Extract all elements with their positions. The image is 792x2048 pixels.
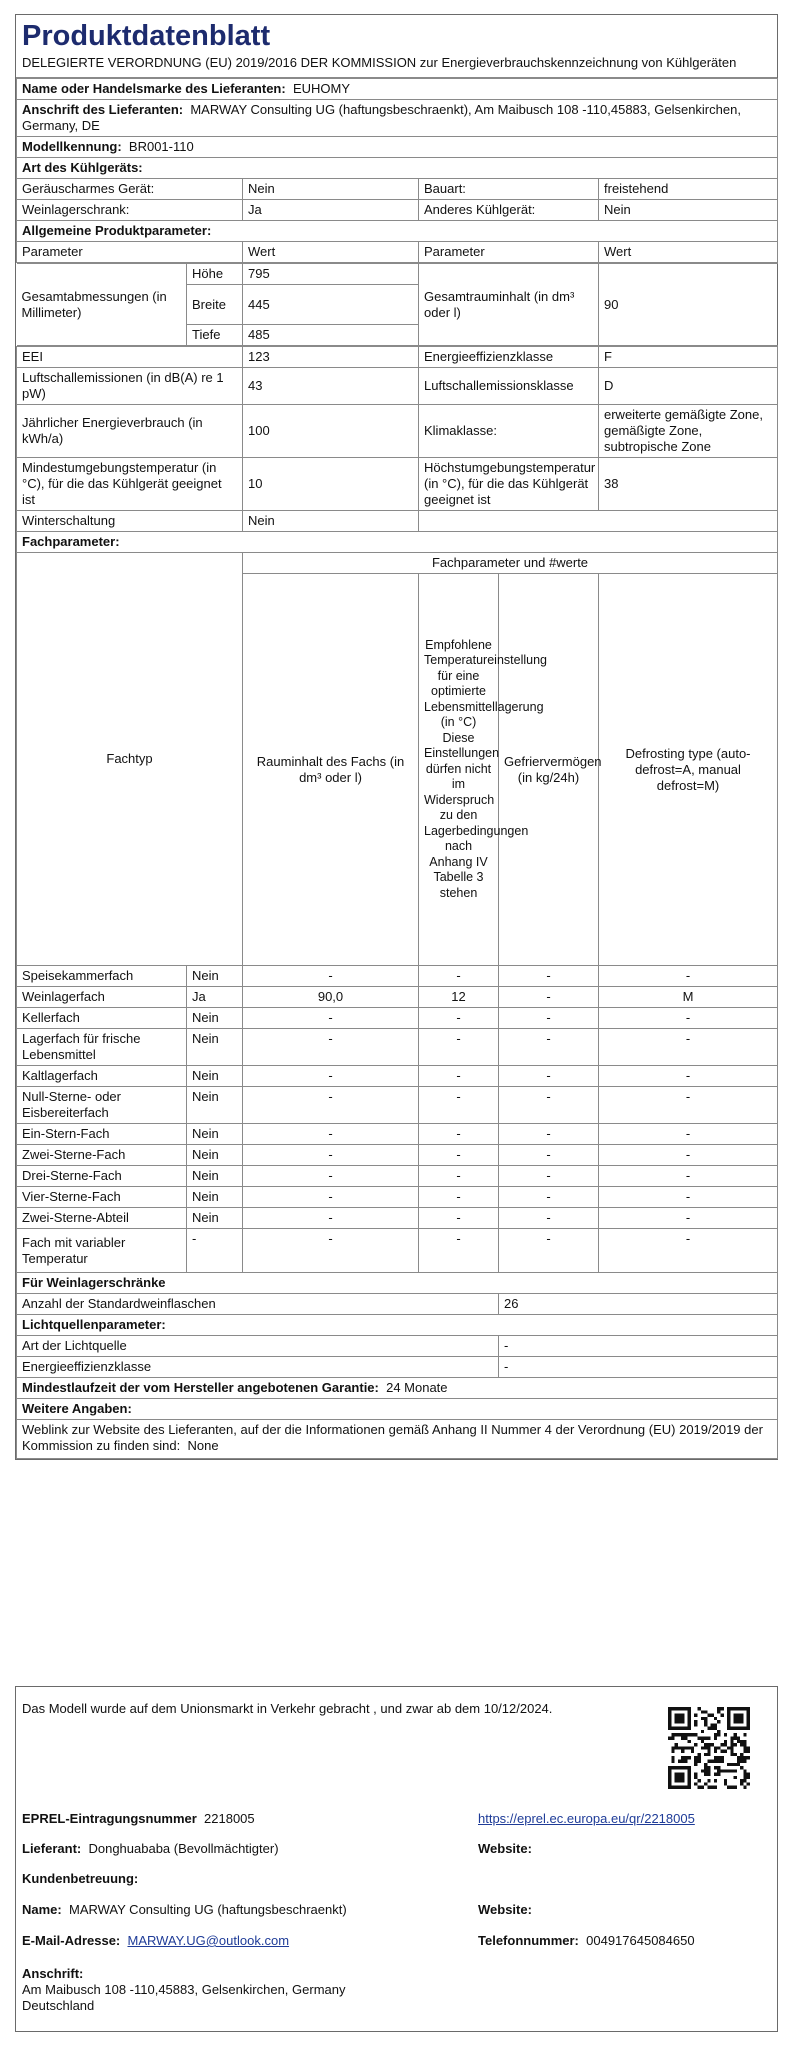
eei-label: EEI [17,347,243,368]
depth-value: 485 [243,325,419,346]
compartment-volume: - [243,1208,419,1229]
volume-col-header: Rauminhalt des Fachs (in dm³ oder l) [243,574,419,966]
depth-label: Tiefe [187,325,243,346]
model-row [17,137,778,158]
compartment-present: Nein [187,966,243,987]
width-label: Breite [187,285,243,325]
compartment-volume: - [243,1008,419,1029]
annual-energy-label: Jährlicher Energieverbrauch (in kWh/a) [17,405,243,458]
dimensions-label: Gesamtabmessungen (in Millimeter) [17,264,187,346]
compartment-defrost: - [599,1229,778,1273]
compartment-temp: - [419,1187,499,1208]
compartment-name: Speisekammerfach [17,966,187,987]
compartment-row [17,1124,778,1145]
compartment-present: Nein [187,1008,243,1029]
compartment-present: Nein [187,1124,243,1145]
compartment-present: Nein [187,1166,243,1187]
general-block [17,263,778,347]
wine-row [17,1294,778,1315]
more-section-heading: Weitere Angaben: [17,1399,778,1420]
compartment-temp: 12 [419,987,499,1008]
compartment-freeze: - [499,1145,599,1166]
compartment-defrost: - [599,1008,778,1029]
light-class-value: - [499,1357,778,1378]
compartment-volume: - [243,1124,419,1145]
compartment-name: Kaltlagerfach [17,1066,187,1087]
compartment-name: Drei-Sterne-Fach [17,1166,187,1187]
light-type-label: Art der Lichtquelle [17,1336,499,1357]
compartment-temp: - [419,1029,499,1066]
compartment-defrost: M [599,987,778,1008]
energy-class-value: F [599,347,778,368]
compartment-temp: - [419,1166,499,1187]
compartment-freeze: - [499,1066,599,1087]
compartment-name: Ein-Stern-Fach [17,1124,187,1145]
climate-class-label: Klimaklasse: [419,405,599,458]
compartment-defrost: - [599,966,778,987]
product-data-sheet [15,14,778,1460]
min-temp-value: 10 [243,458,419,511]
compartment-volume: - [243,1087,419,1124]
compartment-defrost: - [599,1166,778,1187]
compartment-temp: - [419,1066,499,1087]
compartment-temp: - [419,966,499,987]
compartment-present: Ja [187,987,243,1008]
compartment-temp: - [419,1087,499,1124]
website2-label: Website: [478,1902,532,1917]
light-class-label: Energieeffizienzklasse [17,1357,499,1378]
temp-col-header: Empfohlene Temperatureinstellung für eine optimierte Lebensmittellagerung (in °C) Diese Einstellungen dürfen nicht im Widerspruch zu den Lagerbedingungen nach Anhang IV Tabelle 3 stehen [419,574,499,966]
general-param-row [17,368,778,405]
noise-class-label: Luftschallemissionsklasse [419,368,599,405]
footer-supplier-value: Donghuababa (Bevollmächtigter) [88,1841,279,1856]
compartment-freeze: - [499,1229,599,1273]
footer-supplier-label: Lieferant: [22,1841,82,1856]
noise-label: Luftschallemissionen (in dB(A) re 1 pW) [17,368,243,405]
type-section-heading: Art des Kühlgeräts: [17,158,778,179]
empty-cell [419,511,778,532]
phone-line [478,1933,695,1949]
compartment-row [17,1008,778,1029]
compartment-freeze: - [499,1029,599,1066]
height-value: 795 [243,264,419,285]
climate-class-value: erweiterte gemäßigte Zone, gemäßigte Zone, subtropische Zone [599,405,778,458]
compartment-row [17,1229,778,1273]
supplier-line [22,1841,279,1857]
type-label: Geräuscharmes Gerät: [17,179,243,200]
warranty-label: Mindestlaufzeit der vom Hersteller angebotenen Garantie: [22,1380,379,1395]
bottles-label: Anzahl der Standardweinflaschen [17,1294,499,1315]
compartment-freeze: - [499,1087,599,1124]
noise-class-value: D [599,368,778,405]
footer-address-label: Anschrift: [22,1966,84,1981]
type-row [17,179,778,200]
compartment-defrost: - [599,1124,778,1145]
compartment-temp: - [419,1008,499,1029]
type-label: Bauart: [419,179,599,200]
name-value: MARWAY Consulting UG (haftungsbeschraenkt) [68,1902,347,1917]
compartment-defrost: - [599,1208,778,1229]
compartment-defrost: - [599,1029,778,1066]
support-label: Kundenbetreuung: [22,1871,139,1886]
compartment-volume: - [243,966,419,987]
model-label: Modellkennung: [22,139,122,154]
compartment-freeze: - [499,1208,599,1229]
general-param-row [17,405,778,458]
email-link[interactable]: MARWAY.UG@outlook.com [127,1933,290,1948]
compartment-row [17,1208,778,1229]
defrost-col-header: Defrosting type (auto-defrost=A, manual defrost=M) [599,574,778,966]
compartment-row [17,1029,778,1066]
compartment-freeze: - [499,1008,599,1029]
compartment-defrost: - [599,1066,778,1087]
annual-energy-value: 100 [243,405,419,458]
more-info-value: None [187,1438,219,1453]
type-value: Nein [599,200,778,221]
light-section-heading: Lichtquellenparameter: [17,1315,778,1336]
compartment-name: Zwei-Sterne-Abteil [17,1208,187,1229]
compartment-temp: - [419,1124,499,1145]
compartment-name: Lagerfach für frische Lebensmittel [17,1029,187,1066]
compartment-freeze: - [499,966,599,987]
value-header: Wert [599,242,778,263]
type-label: Weinlagerschrank: [17,200,243,221]
compartment-row [17,1066,778,1087]
eprel-link[interactable]: https://eprel.ec.europa.eu/qr/2218005 [478,1811,695,1826]
type-value: Ja [243,200,419,221]
compartment-row [17,1145,778,1166]
volume-value: 90 [599,264,778,346]
value-header: Wert [243,242,419,263]
compartment-temp: - [419,1208,499,1229]
compartment-row [17,987,778,1008]
general-param-row [17,511,778,532]
compartment-present: Nein [187,1187,243,1208]
compartment-present: Nein [187,1066,243,1087]
compartment-volume: - [243,1166,419,1187]
eprel-label: EPREL-Eintragungsnummer [22,1811,197,1826]
phone-value: 004917645084650 [586,1933,695,1948]
eprel-line [22,1811,255,1827]
compartment-temp: - [419,1145,499,1166]
datasheet-table [16,78,778,1459]
compartment-rows [17,966,778,1273]
compartment-name: Kellerfach [17,1008,187,1029]
compartment-name: Fach mit variabler Temperatur [17,1229,187,1273]
general-header-row [17,242,778,263]
general-param-row [17,458,778,511]
eei-value: 123 [243,347,419,368]
address-label: Anschrift des Lieferanten: [22,102,184,117]
name-line [22,1902,347,1918]
qr-code-icon [668,1707,750,1789]
compartment-volume: - [243,1029,419,1066]
type-label: Anderes Kühlgerät: [419,200,599,221]
parameter-header: Parameter [419,242,599,263]
compartment-freeze: - [499,987,599,1008]
footer-address-line2: Deutschland [22,1998,95,2013]
compartment-volume: 90,0 [243,987,419,1008]
eprel-value: 2218005 [204,1811,255,1826]
phone-label: Telefonnummer: [478,1933,579,1948]
compartment-present: Nein [187,1087,243,1124]
compartment-type-header: Fachtyp [17,553,243,966]
compartment-temp: - [419,1229,499,1273]
compartment-present: Nein [187,1145,243,1166]
footer-address-line1: Am Maibusch 108 -110,45883, Gelsenkirchen, Germany [22,1982,346,1997]
compartment-name: Weinlagerfach [17,987,187,1008]
max-temp-label: Höchstumgebungstemperatur (in °C), für die das Kühlgerät geeignet ist [419,458,599,511]
compartment-defrost: - [599,1087,778,1124]
compartment-name: Null-Sterne- oder Eisbereiterfach [17,1087,187,1124]
height-label: Höhe [187,264,243,285]
address-value: MARWAY Consulting UG (haftungsbeschraenkt), Am Maibusch 108 -110,45883, Gelsenkirchen, Germany, DE [22,102,741,133]
winter-label: Winterschaltung [17,511,243,532]
compartment-present: - [187,1229,243,1273]
general-params-table [17,263,778,346]
supplier-value: EUHOMY [292,81,351,96]
name-label: Name: [22,1902,62,1917]
type-row [17,200,778,221]
compartment-freeze: - [499,1166,599,1187]
energy-class-label: Energieeffizienzklasse [419,347,599,368]
winter-value: Nein [243,511,419,532]
website-label: Website: [478,1841,532,1856]
compartment-volume: - [243,1187,419,1208]
compartment-volume: - [243,1066,419,1087]
market-text: Das Modell wurde auf dem Unionsmarkt in Verkehr gebracht , und zwar ab dem 10/12/2024. [22,1701,553,1716]
compartment-group-header: Fachparameter und #werte [243,553,778,574]
compartment-present: Nein [187,1208,243,1229]
compartment-freeze: - [499,1187,599,1208]
page-title: Produktdatenblatt [22,20,271,52]
max-temp-value: 38 [599,458,778,511]
warranty-value: 24 Monate [386,1380,448,1395]
general-section-heading: Allgemeine Produktparameter: [17,221,778,242]
compartment-defrost: - [599,1145,778,1166]
compartment-volume: - [243,1229,419,1273]
email-label: E-Mail-Adresse: [22,1933,121,1948]
compartment-row [17,966,778,987]
compartment-freeze: - [499,1124,599,1145]
compartment-volume: - [243,1145,419,1166]
light-row [17,1357,778,1378]
type-value: Nein [243,179,419,200]
email-line [22,1933,289,1949]
volume-label: Gesamtrauminhalt (in dm³ oder l) [419,264,599,346]
compartment-row [17,1166,778,1187]
compartment-present: Nein [187,1029,243,1066]
compartment-row [17,1187,778,1208]
compartment-name: Zwei-Sterne-Fach [17,1145,187,1166]
more-info-row [17,1420,778,1459]
footer-info-box [15,1686,778,2032]
light-type-value: - [499,1336,778,1357]
model-value: BR001-110 [128,139,194,154]
freeze-col-header: Gefriervermögen (in kg/24h) [499,574,599,966]
width-value: 445 [243,285,419,325]
parameter-header: Parameter [17,242,243,263]
compartment-defrost: - [599,1187,778,1208]
type-value: freistehend [599,179,778,200]
compartment-section-heading: Fachparameter: [17,532,778,553]
supplier-label: Name oder Handelsmarke des Lieferanten: [22,81,286,96]
light-row [17,1336,778,1357]
noise-value: 43 [243,368,419,405]
compartment-name: Vier-Sterne-Fach [17,1187,187,1208]
wine-section-heading: Für Weinlagerschränke [17,1273,778,1294]
warranty-row [17,1378,778,1399]
regulation-intro: DELEGIERTE VERORDNUNG (EU) 2019/2016 DER KOMMISSION zur Energieverbrauchskennzeichnung von Kühlgeräten [16,55,777,78]
more-info-text: Weblink zur Website des Lieferanten, auf der die Informationen gemäß Anhang II Nummer 4 der Verordnung (EU) 2019/2019 der Kommission zu finden sind: [22,1422,763,1453]
min-temp-label: Mindestumgebungstemperatur (in °C), für die das Kühlgerät geeignet ist [17,458,243,511]
compartment-row [17,1087,778,1124]
supplier-row [17,79,778,100]
bottles-value: 26 [499,1294,778,1315]
address-row [17,100,778,137]
general-param-row [17,347,778,368]
